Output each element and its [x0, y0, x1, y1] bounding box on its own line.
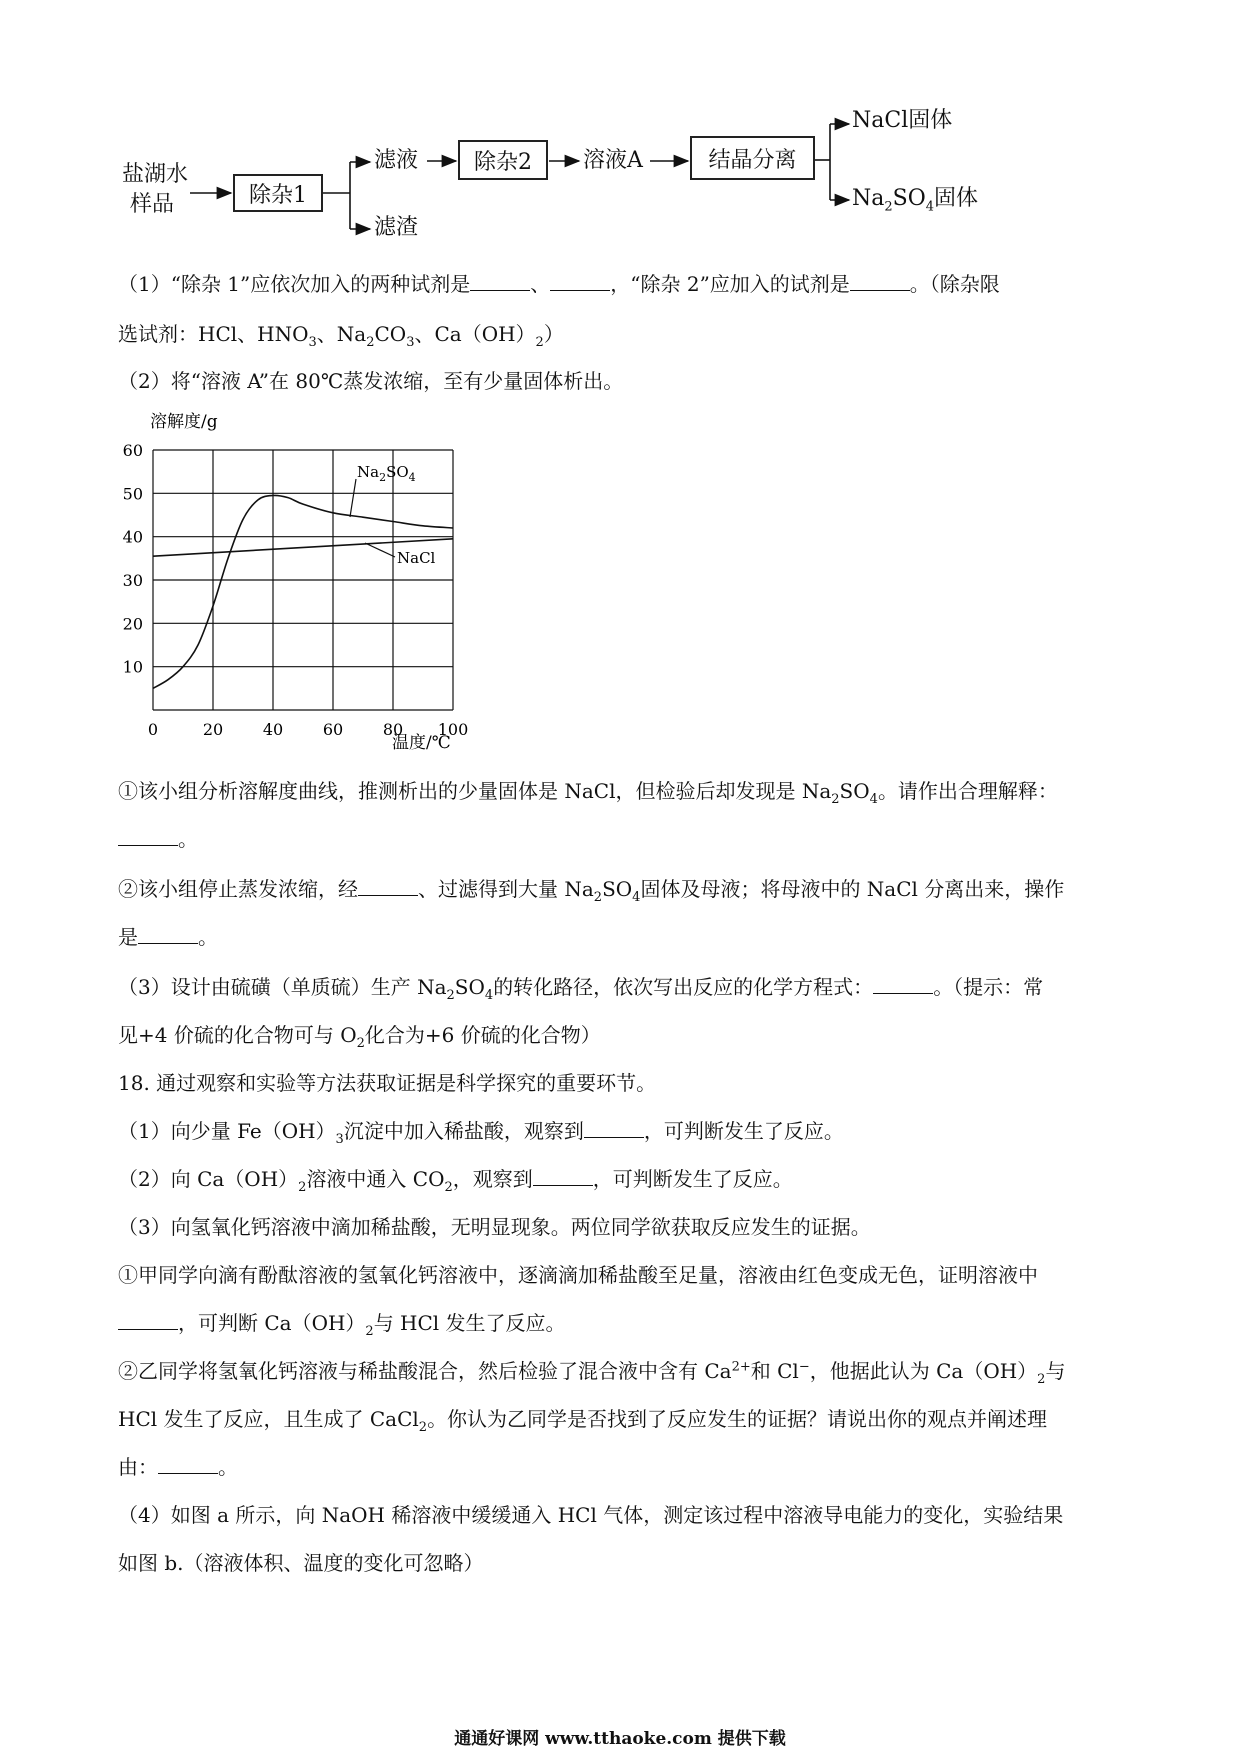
x-tick-80: 80	[382, 720, 404, 739]
q2b-line2: 是 。	[118, 925, 218, 949]
flow-source-line1: 盐湖水	[122, 162, 189, 187]
flow-step3-box: 结晶分离	[690, 136, 815, 180]
q2-line1: （2）将“溶液 A”在 80℃蒸发浓缩，至有少量固体析出。	[118, 369, 624, 393]
flow-source-line2: 样品	[130, 192, 175, 217]
series-line-na2so4	[153, 495, 453, 688]
x-tick-20: 20	[202, 720, 224, 739]
chart-xlabel: 温度/℃	[392, 733, 451, 753]
p18-q1: （1）向少量 $Fe(OH)_3$沉淀中加入稀盐酸，观察到 ，可判断发生了反应。	[118, 1119, 844, 1147]
q2a-line2: 。	[118, 827, 1128, 851]
chart-grid	[153, 450, 453, 710]
p18-q3b-line1: ②乙同学将氢氧化钙溶液与稀盐酸混合，然后检验了混合液中含有 $Ca^{2+}$和 Cl−，他据此认为 $Ca(OH)_2$与	[118, 1359, 1066, 1387]
flow-solution-a: 溶液A	[583, 148, 643, 173]
series-label-na2so4: $Na_2SO_4$	[357, 463, 416, 484]
p18-stem: 18. 通过观察和实验等方法获取证据是科学探究的重要环节。	[118, 1071, 657, 1095]
q2b-line1: ②该小组停止蒸发浓缩，经 、过滤得到大量 $Na_2SO_4$固体及母液；将母液中的 NaCl 分离出来，操作	[118, 877, 1065, 905]
na2so4-leader	[350, 479, 356, 517]
p18-q3: （3）向氢氧化钙溶液中滴加稀盐酸，无明显现象。两位同学欲获取反应发生的证据。	[118, 1215, 871, 1239]
x-tick-0: 0	[147, 720, 159, 739]
p18-q3b-line2: HCl 发生了反应，且生成了 CaCl$_2$。你认为乙同学是否找到了反应发生的证据？请说出你的观点并阐述理	[118, 1407, 1048, 1435]
chart-series	[153, 495, 453, 688]
chart-ticks	[123, 441, 469, 739]
p18-q3a-line2: ，可判断 $Ca(OH)_2$与 HCl 发生了反应。	[118, 1311, 1128, 1335]
q3-line2: 见+4 价硫的化合物可与 $O_2$化合为+6 价硫的化合物）	[118, 1023, 601, 1051]
x-tick-100: 100	[437, 720, 469, 739]
p18-q4-line1: （4）如图 a 所示，向 NaOH 稀溶液中缓缓通入 HCl 气体，测定该过程中溶液导电能力的变化，实验结果	[118, 1503, 1064, 1527]
p18-q3a-line1: ①甲同学向滴有酚酞溶液的氢氧化钙溶液中，逐滴滴加稀盐酸至足量，溶液由红色变成无色，证明溶液中	[118, 1263, 1038, 1287]
q1-line2: 选试剂：HCl、$HNO_3$、$Na_2CO_3$、$Ca(OH)_2$）	[118, 322, 564, 350]
flow-arrows	[0, 0, 1240, 260]
q2a-line1: ①该小组分析溶解度曲线，推测析出的少量固体是 NaCl，但检验后却发现是 $Na_2SO_4$。请作出合理解释：	[118, 779, 1058, 807]
flow-residue: 滤渣	[374, 215, 419, 240]
solubility-chart	[110, 405, 490, 755]
nacl-leader	[365, 543, 395, 557]
flow-filtrate: 滤液	[374, 148, 419, 173]
page-footer: 通通好课网 www.tthaoke.com 提供下载	[454, 1729, 786, 1749]
y-tick-30: 30	[122, 571, 143, 590]
x-tick-60: 60	[322, 720, 344, 739]
y-tick-20: 20	[122, 614, 143, 634]
y-tick-50: 50	[122, 484, 143, 504]
flow-step2-box: 除杂2	[458, 140, 548, 180]
chart-ylabel: 溶解度/g	[150, 412, 218, 432]
flow-step1-box: 除杂1	[233, 174, 323, 212]
p18-q2: （2）向 $Ca(OH)_2$溶液中通入 $CO_2$，观察到 ，可判断发生了反应。	[118, 1167, 793, 1195]
flow-output-nacl: NaCl固体	[852, 108, 953, 133]
series-label-nacl: NaCl	[397, 549, 436, 567]
y-tick-60: 60	[122, 441, 143, 460]
p18-q4-line2: 如图 b.（溶液体积、温度的变化可忽略）	[118, 1551, 484, 1575]
flow-output-na2so4: $Na_2SO_4$固体	[852, 186, 979, 215]
p18-q3b-line3: 由： 。	[118, 1455, 238, 1479]
y-tick-10: 10	[122, 657, 143, 677]
y-tick-40: 40	[122, 527, 143, 547]
q3-line1: （3）设计由硫磺（单质硫）生产 $Na_2SO_4$的转化路径，依次写出反应的化学方程式： 。（提示：常	[118, 975, 1044, 1003]
x-tick-40: 40	[262, 720, 284, 739]
q1-line1: （1）“除杂 1”应依次加入的两种试剂是 、 ，“除杂 2”应加入的试剂是 。（除杂限	[118, 272, 1000, 296]
